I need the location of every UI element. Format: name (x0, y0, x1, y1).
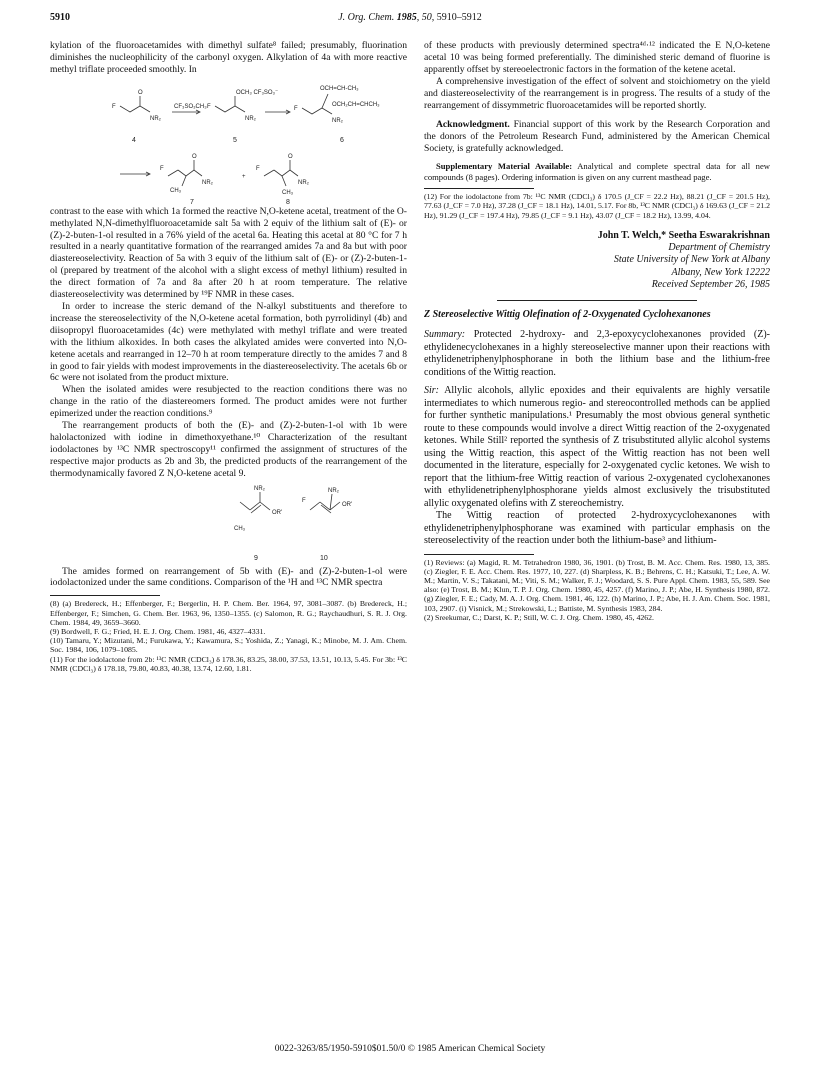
footnote-divider (424, 188, 534, 189)
svg-text:O: O (288, 153, 293, 160)
svg-text:CH₃: CH₃ (282, 189, 294, 196)
svg-text:OR': OR' (342, 501, 353, 508)
paragraph: When the isolated amides were resubjected to the reaction conditions there was no change in the ratio of the diastereomers formed. The product amides were not further epimerized under the reaction conditions.⁹ (50, 384, 407, 420)
svg-text:F: F (160, 165, 164, 172)
received-date: Received September 26, 1985 (651, 279, 770, 291)
structures-9-10 (50, 480, 407, 566)
svg-text:F: F (256, 165, 260, 172)
scheme-2-structures (50, 146, 407, 206)
compound-label: 4 (132, 136, 136, 144)
compound-label: 10 (320, 554, 328, 562)
summary: Summary: Protected 2-hydroxy- and 2,3-epoxycyclohexanones provided (Z)-ethylidenecyclohexanes in a highly stereoselective manner upon their reactions with ethylidenetriphenylphosphorane in both the lithium base and the lithium-free conditions of the Wittig reaction. (424, 329, 770, 378)
compound-label: 5 (233, 136, 237, 144)
footnote: (10) Tamaru, Y.; Mizutani, M.; Furukawa, Y.; Kawamura, S.; Yoshida, Z.; Yanagi, K.; Minobe, M. J. Am. Chem. Soc. 1984, 106, 1079–1085. (50, 636, 407, 655)
svg-text:CH₃: CH₃ (234, 525, 246, 532)
left-column (50, 40, 407, 673)
footnote-divider (50, 595, 160, 596)
compound-label: 8 (286, 198, 290, 206)
supplementary-material: Supplementary Material Available: Analytical and complete spectral data for all new compounds (8 pages). Ordering information is given on any current masthead page. (424, 161, 770, 182)
acknowledgment: Acknowledgment. Financial support of this work by the Research Corporation and the donors of the Petroleum Research Fund, administered by the American Chemical Society, is gratefully acknowledged. (424, 119, 770, 155)
svg-text:NR₂: NR₂ (254, 485, 265, 492)
svg-text:NR₂: NR₂ (332, 117, 343, 124)
footnote: (12) For the iodolactone from 7b: ¹³C NMR (CDCl₃) δ 170.5 (J_CF = 22.2 Hz), 88.21 (J_CF = 201.5 Hz), 77.63 (J_CF = 7.0 Hz), 37.28 (J_CF = 18.1 Hz), 14.01, 5.17. For 8b, ¹³C NMR (CDCl₃) δ 169.63 (J_CF = 21.2 Hz), 91.29 (J_CF = 197.4 Hz), 79.85 (J_CF = 9.1 Hz), 43.07 (J_CF = 18.2 Hz), 13.99, 4.04. (424, 192, 770, 220)
paragraph: A comprehensive investigation of the effect of solvent and stoichiometry on the yield and diastereoselectivity of the rearrangement is in progress. The results of a study of the rearrangement of dissymmetric fluoroacetamides will be reported shortly. (424, 75, 770, 111)
page-header (50, 12, 770, 28)
affiliation-line: Department of Chemistry (668, 241, 770, 253)
svg-text:O: O (138, 89, 143, 96)
acknowledgment-heading: Acknowledgment. (436, 119, 510, 131)
paragraph: contrast to the ease with which 1a formed the reactive N,O-ketene acetal, treatment of the O-methylated N,N-dimethylfluoroacetamide salt 5a with 2 equiv of the lithium salt of (E)- or (Z)-2-buten-1-ol resulted in a 76% yield of the acetal 6a. Heating this acetal at 80 °C for 7 h resulted in a nearly quantitative formation of the rearranged amides 7a and 8a but with poor diastereoselectivity. Reaction of 5a with 3 equiv of the lithium salt of (E)- or (Z)-2-buten-1-ol (prepared by treatment of the alcohol with a slight excess of methyl lithium) resulted in the direct formation of 7a and 8a after 20 h at room temperature. The relative diastereoselectivity was determined by ¹⁹F NMR in these cases. (50, 205, 407, 301)
affiliation-line: Albany, New York 12222 (671, 266, 770, 278)
svg-text:F: F (302, 497, 306, 504)
scheme-1-structures (50, 76, 407, 146)
paragraph: Sir: Allylic alcohols, allylic epoxides and their equivalents are highly versatile intermediates to which numerous regio- and stereocontrolled methods can be applied for further synthetic manipulations.¹ Presumably the most obvious general synthetic route to these compounds would involve a direct Wittig reaction of the 2-oxygenated ketones. While Still² reported the synthesis of Z trisubstituted allylic alcohol systems using the Wittig reaction, this aspect of the Wittig reaction has not been well documented in the literature, especially for 2-oxygenated cyclic ketones. We wish to report that the lithium-free Wittig reaction of various 2-oxygenated cyclohexanones with ethylidenetriphenylphosphorane yields almost exclusively the trisubstituted allylic oxygenated olefins with Z stereochemistry. (424, 385, 770, 509)
svg-text:OR': OR' (272, 509, 283, 516)
svg-text:NR₂: NR₂ (298, 179, 309, 186)
svg-text:OCH₃ CF₃SO₃⁻: OCH₃ CF₃SO₃⁻ (236, 89, 279, 96)
ketene-acetal-structures (50, 480, 407, 566)
compound-label: 9 (254, 554, 258, 562)
article-title: Z Stereoselective Wittig Olefination of 2-Oxygenated Cyclohexanones (424, 308, 711, 320)
svg-text:OCH₂CH=CHCH₃: OCH₂CH=CHCH₃ (332, 101, 380, 108)
footnote: (8) (a) Bredereck, H.; Effenberger, F.; Bergerlin, H. P. Chem. Ber. 1964, 97, 3081–3087. (b) Bredereck, H.; Effenberger, F.; Simchen, G. Chem. Ber. 1963, 96, 1350–1355. (c) Salomon, R. G.; Raychaudhuri, S. R. J. Org. Chem. 1984, 49, 3659–3660. (50, 599, 407, 627)
authors: John T. Welch,* Seetha Eswarakrishnan (597, 229, 770, 241)
reagent-label: CF₃SO₃CH₃ (174, 103, 207, 110)
compound-label: 6 (340, 136, 344, 144)
page-footer: 0022-3263/85/1950-5910$01.50/0 © 1985 American Chemical Society (274, 1044, 546, 1054)
svg-text:F: F (112, 103, 116, 110)
svg-text:CH₃: CH₃ (170, 187, 182, 194)
page-number: 5910 (50, 12, 70, 23)
journal-citation: J. Org. Chem. 1985, 50, 5910–5912 (338, 12, 482, 23)
paragraph: In order to increase the steric demand of the N-alkyl substituents and therefore to increase the stereoselectivity of the N,O-ketene acetal formation, both pyrrolidinyl (4b) and diisopropyl fluoroacetamides (4c) were methylated with methyl triflate and were treated with the lithium alkoxides. In both cases the alkylated amides were converted into N,O-ketene acetals and rearranged in 12–70 h at room temperature directly to the amides 7 and 8 in good to fair yields with modest improvements in the diastereoselectivity. The acetals 6b or 6c were not isolated from the product mixture. (50, 300, 408, 384)
reaction-scheme-1 (50, 76, 407, 146)
svg-text:NR₂: NR₂ (202, 179, 213, 186)
supplementary-heading: Supplementary Material Available: (436, 161, 573, 172)
svg-text:NR₂: NR₂ (328, 487, 339, 494)
svg-text:F: F (207, 103, 211, 110)
sir-label: Sir: (424, 385, 439, 397)
reaction-scheme-2 (50, 146, 407, 206)
svg-text:O: O (192, 153, 197, 160)
compound-label: 7 (190, 198, 194, 206)
svg-text:NR₂: NR₂ (150, 115, 161, 122)
footnote-divider (424, 554, 534, 555)
footnote: (11) For the iodolactone from 2b: ¹³C NMR (CDCl₃) δ 178.36, 83.25, 38.00, 37.53, 13.51, 10.13, 5.45. For 3b: ¹³C NMR (CDCl₃) δ 178.18, 79.80, 40.83, 40.38, 13.74, 12.60, 1.81. (50, 654, 407, 673)
affiliation-line: State University of New York at Albany (613, 254, 770, 266)
article-divider (497, 300, 697, 301)
paragraph: of these products with previously determined spectra⁴ᵈ·¹² indicated the E N,O-ketene acetal 10 was being formed preferentially. The diminished steric demand of fluorine is apparently offset by stereoelectronic factors in the formation of the ketene acetal. (424, 40, 770, 75)
svg-text:NR₂: NR₂ (245, 115, 256, 122)
paragraph: The amides formed on rearrangement of 5b with (E)- and (Z)-2-buten-1-ol were iodolactonized under the same conditions. Comparison of the ¹H and ¹³C NMR spectra (50, 565, 407, 589)
right-column (424, 40, 770, 622)
paragraph: The Wittig reaction of protected 2-hydroxycyclohexanones with ethylidenetriphenylphosphorane was examined with particular emphasis on the stereoselectivity of the reaction under both the lithium-base³ and lithium- (424, 510, 770, 547)
svg-text:+: + (242, 173, 246, 180)
footnote: (1) Reviews: (a) Magid, R. M. Tetrahedron 1980, 36, 1901. (b) Trost, B. M. Acc. Chem. Res. 1980, 13, 385. (c) Ziegler, F. E. Acc. Chem. Res. 1977, 10, 227. (d) Sharpless, K. B.; Behrens, C. H.; Katsuki, T.; Lee, A. W. M.; Martin, V. S.; Takatani, M.; Viti, S. M.; Walker, F. J.; Woodard, S. S. Pure Appl. Chem. 1983, 55, 589. See also: (e) Trost, B. M.; Klun, T. P. J. Org. Chem. 1980, 45, 4257. (f) Marino, J. P.; Abe, H. Synthesis 1980, 872. (g) Ziegler, F. E.; Cady, M. A. J. Org. Chem. 1981, 46, 122. (h) Marino, J. P.; Abe, H. J. Am. Chem. Soc. 1981, 103, 2907. (i) Visnick, M.; Strekowski, L.; Battiste, M. Synthesis 1983, 284. (424, 557, 770, 613)
summary-label: Summary: (424, 329, 466, 341)
paragraph: kylation of the fluoroacetamides with dimethyl sulfate⁸ failed; presumably, fluorination diminishes the nucleophilicity of the carbonyl oxygen. Alkylation of 4a with more reactive methyl triflate proceeded smoothly. In (50, 40, 407, 75)
affiliation (424, 242, 770, 292)
footnote: (9) Bordwell, F. G.; Fried, H. E. J. Org. Chem. 1981, 46, 4327–4331. (50, 626, 266, 636)
svg-text:F: F (294, 105, 298, 112)
paragraph: The rearrangement products of both the (E)- and (Z)-2-buten-1-ol with 1b were halolactonized with iodine in dimethoxyethane.¹⁰ Characterization of the resultant iodolactones by ¹³C NMR spectroscopy¹¹ confirmed the assignment of structures of the respective major products as 2b and 3b, the predicted products of the rearrangement of the thermodynamically favored Z N,O-ketene acetal 9. (50, 420, 407, 479)
svg-text:OCH=CH-CH₃: OCH=CH-CH₃ (320, 85, 359, 92)
footnote: (2) Sreekumar, C.; Darst, K. P.; Still, W. C. J. Org. Chem. 1980, 45, 4262. (424, 612, 654, 622)
